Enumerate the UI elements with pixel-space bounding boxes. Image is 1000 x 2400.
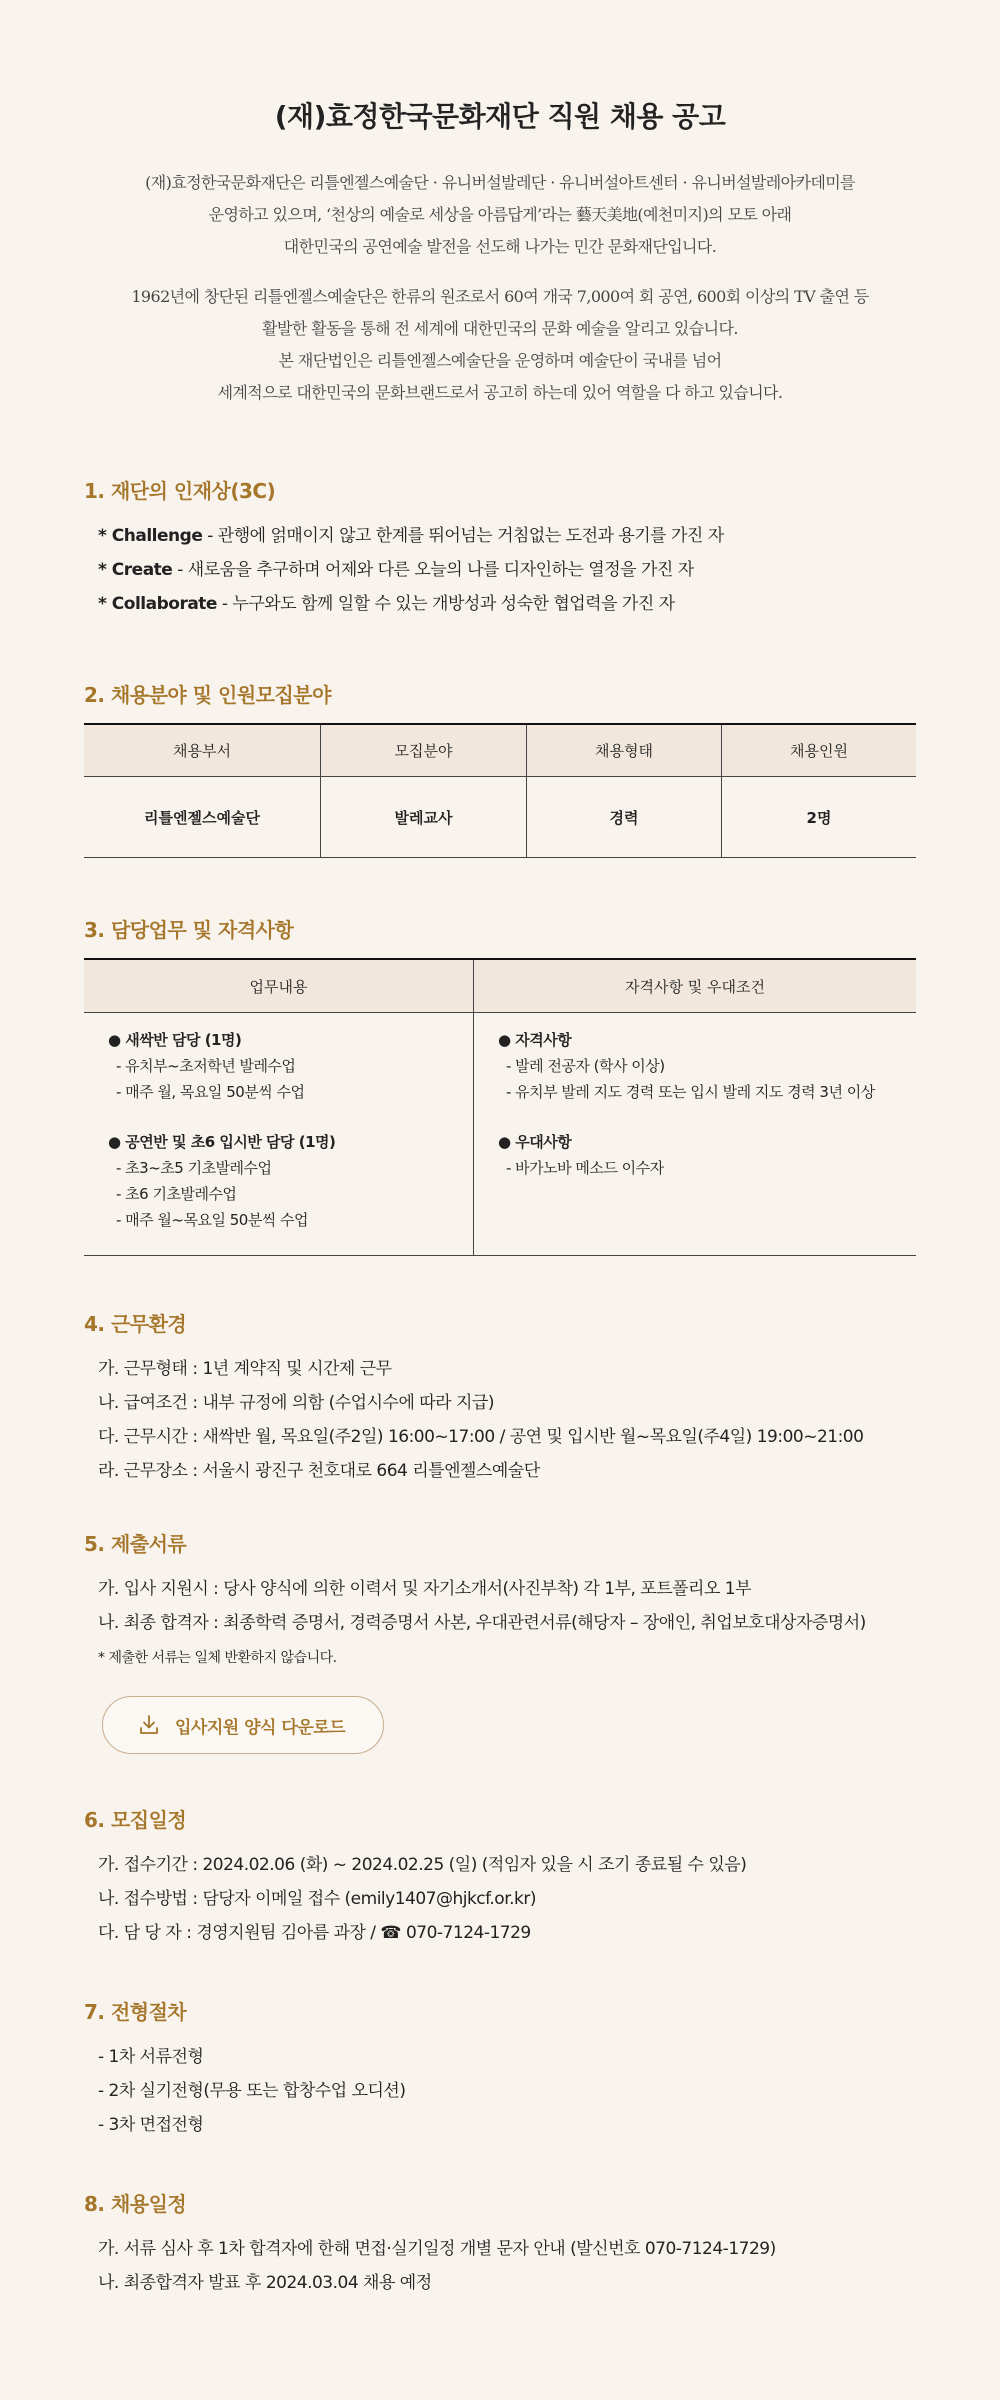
table-cell: 경력 <box>527 777 722 858</box>
duty-group-title: ● 공연반 및 초6 입시반 담당 (1명) <box>108 1133 336 1151</box>
list-item <box>98 553 916 587</box>
section-title: 1. 재단의 인재상(3C) <box>84 479 276 503</box>
intro-paragraph-2 <box>84 281 916 409</box>
download-icon <box>137 1713 161 1737</box>
duty-item: - 초3~초5 기초발레수업 <box>116 1159 272 1177</box>
section-title: 7. 전형절차 <box>84 2000 187 2024</box>
duty-item: - 매주 월, 목요일 50분씩 수업 <box>116 1083 305 1101</box>
section-documents <box>84 1530 916 1754</box>
documents-note: * 제출한 서류는 일체 반환하지 않습니다. <box>98 1650 337 1666</box>
intro-line: (재)효정한국문화재단은 리틀엔젤스예술단 · 유니버설발레단 · 유니버설아트센터 · 유니버설발레아카데미를 <box>145 173 855 192</box>
section-title: 3. 담당업무 및 자격사항 <box>84 918 294 942</box>
page-title: (재)효정한국문화재단 직원 채용 공고 <box>274 100 726 133</box>
table-header-cell: 업무내용 <box>84 959 474 1013</box>
list-item: 나. 최종합격자 발표 후 2024.03.04 채용 예정 <box>98 2273 432 2293</box>
list-item: 나. 접수방법 : 담당자 이메일 접수 (emily1407@hjkcf.or.kr) <box>98 1889 537 1909</box>
download-button-label: 입사지원 양식 다운로드 <box>175 1717 346 1738</box>
talent-desc: - 누구와도 함께 일할 수 있는 개방성과 성숙한 협업력을 가진 자 <box>216 594 675 614</box>
section-talent <box>84 477 916 621</box>
section-work-environment <box>84 1310 916 1488</box>
section-selection-process <box>84 1998 916 2142</box>
qualification-item: - 발레 전공자 (학사 이상) <box>506 1057 665 1075</box>
documents-list <box>84 1572 916 1640</box>
duty-item: - 매주 월~목요일 50분씩 수업 <box>116 1211 309 1229</box>
section-positions <box>84 681 916 858</box>
table-row <box>84 777 916 858</box>
intro-line: 활발한 활동을 통해 전 세계에 대한민국의 문화 예술을 알리고 있습니다. <box>262 319 738 338</box>
talent-desc: - 새로움을 추구하며 어제와 다른 오늘의 나를 디자인하는 열정을 가진 자 <box>172 560 694 580</box>
table-header-cell: 자격사항 및 우대조건 <box>474 959 917 1013</box>
talent-term: * Create <box>98 560 173 580</box>
positions-table <box>84 723 916 858</box>
qualifications-cell <box>474 1013 917 1256</box>
section-title: 6. 모집일정 <box>84 1808 187 1832</box>
intro-paragraph-1 <box>84 167 916 263</box>
list-item: 다. 근무시간 : 새싹반 월, 목요일(주2일) 16:00~17:00 / 공연 및 입시반 월~목요일(주4일) 19:00~21:00 <box>98 1427 864 1447</box>
talent-list <box>84 519 916 621</box>
section-title: 5. 제출서류 <box>84 1532 187 1556</box>
qualification-group-title: ● 자격사항 <box>498 1031 572 1049</box>
talent-desc: - 관행에 얽매이지 않고 한계를 뛰어넘는 거침없는 도전과 용기를 가진 자 <box>202 526 724 546</box>
schedule-list <box>84 1848 916 1950</box>
list-item: - 3차 면접전형 <box>98 2115 204 2135</box>
list-item: - 1차 서류전형 <box>98 2047 204 2067</box>
list-item: 다. 담 당 자 : 경영지원팀 김아름 과장 / ☎ 070-7124-1729 <box>98 1923 531 1943</box>
talent-term: * Collaborate <box>98 594 217 614</box>
duties-cell <box>84 1013 474 1256</box>
table-cell: 발레교사 <box>321 777 527 858</box>
intro-line: 1962년에 창단된 리틀엔젤스예술단은 한류의 원조로서 60여 개국 7,000여 회 공연, 600회 이상의 TV 출연 등 <box>131 287 869 306</box>
section-title: 2. 채용분야 및 인원모집분야 <box>84 683 331 707</box>
application-form-download-button[interactable] <box>102 1696 384 1754</box>
list-item: 가. 근무형태 : 1년 계약직 및 시간제 근무 <box>98 1359 392 1379</box>
section-title: 4. 근무환경 <box>84 1312 187 1336</box>
qualification-item: - 바가노바 메소드 이수자 <box>506 1159 664 1177</box>
list-item: - 2차 실기전형(무용 또는 합창수업 오디션) <box>98 2081 406 2101</box>
section-hiring-schedule <box>84 2190 916 2300</box>
duty-item: - 유치부~초저학년 발레수업 <box>116 1057 296 1075</box>
table-header-cell: 채용형태 <box>527 724 722 777</box>
intro-line: 대한민국의 공연예술 발전을 선도해 나가는 민간 문화재단입니다. <box>283 237 717 256</box>
section-schedule <box>84 1806 916 1950</box>
qualification-group-title: ● 우대사항 <box>498 1133 572 1151</box>
section-duties <box>84 916 916 1256</box>
table-header-row <box>84 959 916 1013</box>
intro <box>84 167 916 409</box>
table-cell: 리틀엔젤스예술단 <box>144 808 260 827</box>
duty-item: - 초6 기초발레수업 <box>116 1185 237 1203</box>
selection-process-list <box>84 2040 916 2142</box>
section-title: 8. 채용일정 <box>84 2192 187 2216</box>
table-header-cell: 모집분야 <box>321 724 527 777</box>
table-row <box>84 1013 916 1256</box>
list-item: 나. 최종 합격자 : 최종학력 증명서, 경력증명서 사본, 우대관련서류(해당자 – 장애인, 취업보호대상자증명서) <box>98 1613 866 1633</box>
duties-table <box>84 958 916 1256</box>
work-environment-list <box>84 1352 916 1488</box>
list-item: 가. 접수기간 : 2024.02.06 (화) ~ 2024.02.25 (일) (적임자 있을 시 조기 종료될 수 있음) <box>98 1855 747 1875</box>
intro-line: 운영하고 있으며, ‘천상의 예술로 세상을 아름답게’라는 藝天美地(예천미지)의 모토 아래 <box>208 205 792 224</box>
duty-group-title: ● 새싹반 담당 (1명) <box>108 1031 242 1049</box>
table-header-cell: 채용부서 <box>84 724 321 777</box>
list-item: 가. 서류 심사 후 1차 합격자에 한해 면접·실기일정 개별 문자 안내 (발신번호 070-7124-1729) <box>98 2239 776 2259</box>
list-item <box>98 519 916 553</box>
talent-term: * Challenge <box>98 526 203 546</box>
list-item: 가. 입사 지원시 : 당사 양식에 의한 이력서 및 자기소개서(사진부착) 각 1부, 포트폴리오 1부 <box>98 1579 752 1599</box>
table-cell: 2명 <box>722 777 917 858</box>
list-item: 나. 급여조건 : 내부 규정에 의함 (수업시수에 따라 지급) <box>98 1393 494 1413</box>
table-header-cell: 채용인원 <box>722 724 917 777</box>
list-item <box>98 587 916 621</box>
hiring-schedule-list <box>84 2232 916 2300</box>
table-header-row <box>84 724 916 777</box>
qualification-item: - 유치부 발레 지도 경력 또는 입시 발레 지도 경력 3년 이상 <box>506 1083 875 1101</box>
intro-line: 세계적으로 대한민국의 문화브랜드로서 공고히 하는데 있어 역할을 다 하고 있습니다. <box>217 383 783 402</box>
list-item: 라. 근무장소 : 서울시 광진구 천호대로 664 리틀엔젤스예술단 <box>98 1461 540 1481</box>
intro-line: 본 재단법인은 리틀엔젤스예술단을 운영하며 예술단이 국내를 넘어 <box>278 351 722 370</box>
